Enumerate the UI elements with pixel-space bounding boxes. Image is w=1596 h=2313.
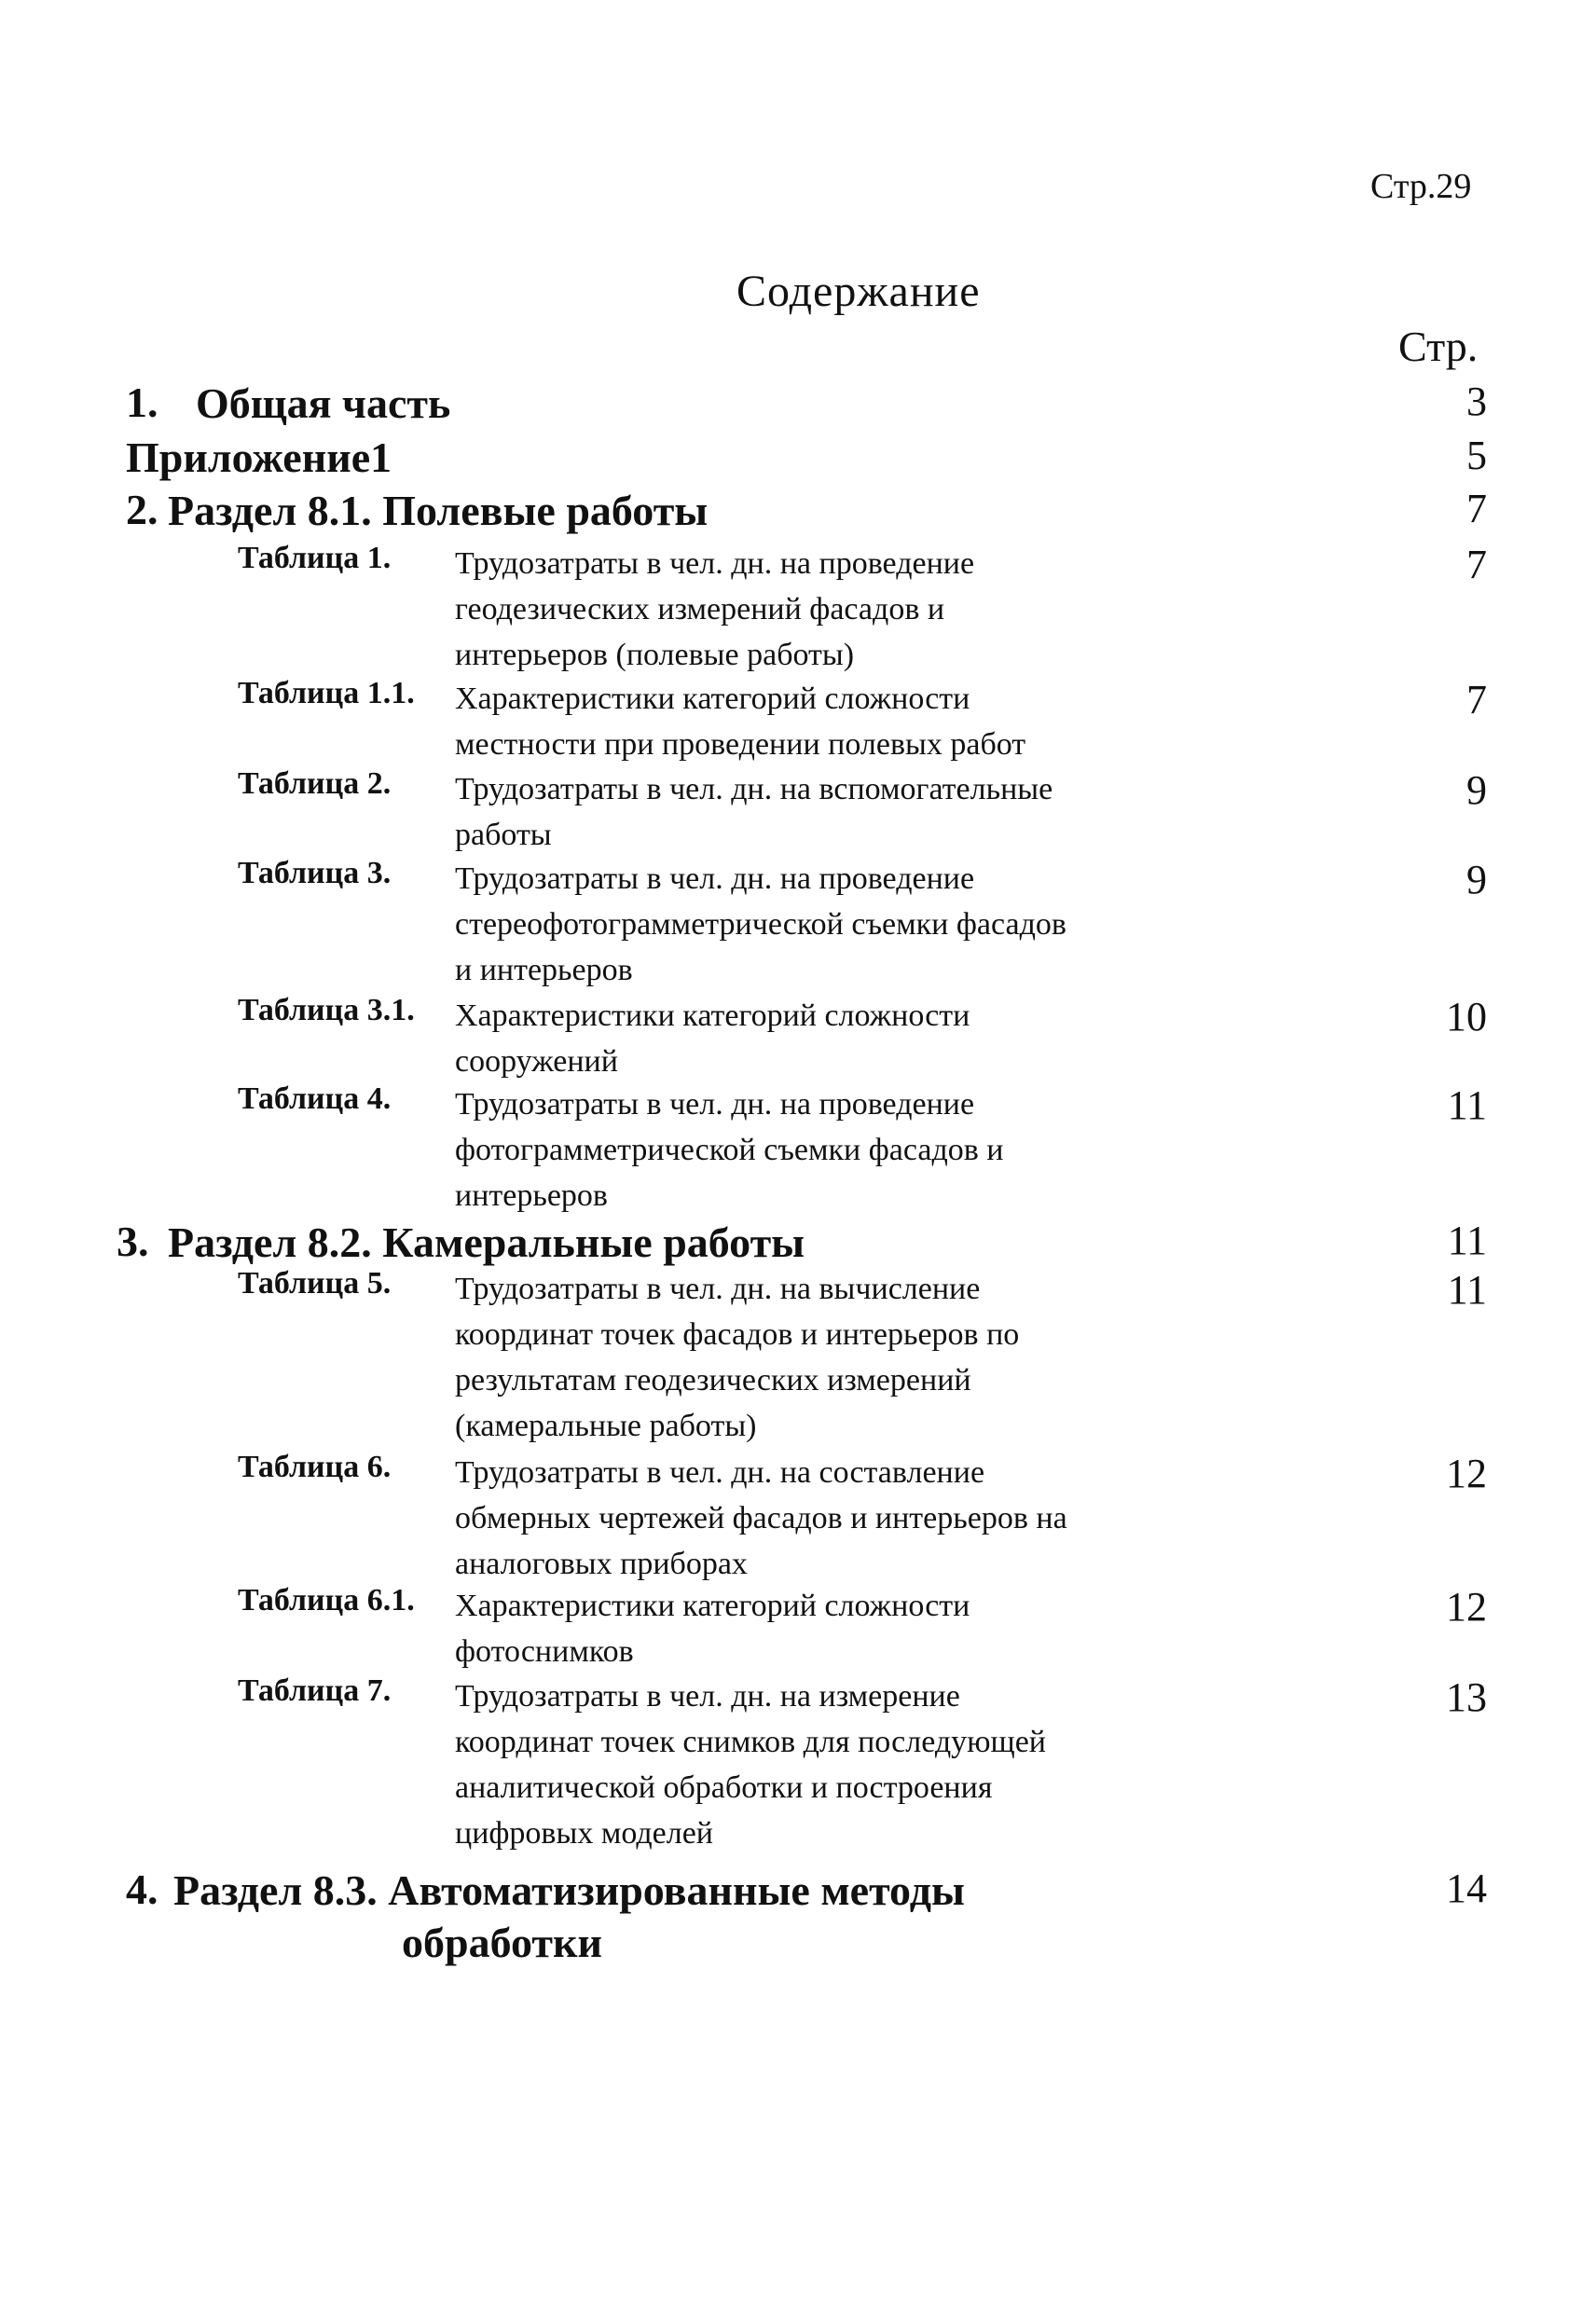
table-description: Характеристики категорий сложности местности при проведении полевых работ: [455, 682, 1026, 762]
page-ref: 7: [1466, 486, 1487, 531]
table-label: Таблица 7.: [238, 1673, 392, 1708]
table-description: Трудозатраты в чел. дн. на проведение фотограмметрической съемки фасадов и интерьеров: [455, 1087, 1004, 1213]
page-ref: 5: [1466, 433, 1487, 478]
table-description: Трудозатраты в чел. дн. на вычисление координат точек фасадов и интерьеров по результатам геодезических измерений (камеральные работы): [455, 1272, 1020, 1443]
section-title: Приложение1: [126, 434, 392, 481]
page-ref: 12: [1446, 1584, 1487, 1630]
page-ref: 11: [1447, 1218, 1487, 1263]
page-number: Стр.29: [1370, 167, 1472, 206]
page-ref: 14: [1446, 1866, 1487, 1911]
table-label: Таблица 4.: [238, 1081, 392, 1116]
page-ref: 9: [1466, 857, 1487, 902]
table-label: Таблица 2.: [238, 766, 392, 801]
table-description: Трудозатраты в чел. дн. на измерение координат точек снимков для последующей аналитической обработки и построения цифровых моделей: [455, 1679, 1046, 1851]
table-description: Характеристики категорий сложности сооружений: [455, 998, 970, 1079]
page-ref: 7: [1466, 542, 1487, 587]
section-number: 4.: [126, 1866, 158, 1913]
section-number: 3.: [117, 1218, 149, 1265]
section-title: Раздел 8.3. Автоматизированные методы обработки: [173, 1866, 965, 1966]
table-label: Таблица 6.: [238, 1450, 392, 1484]
table-label: Таблица 3.1.: [238, 993, 415, 1027]
table-description: Трудозатраты в чел. дн. на проведение геодезических измерений фасадов и интерьеров (полевые работы): [455, 546, 975, 672]
table-description: Трудозатраты в чел. дн. на составление обмерных чертежей фасадов и интерьеров на аналоговых приборах: [455, 1455, 1067, 1581]
table-label: Таблица 5.: [238, 1266, 392, 1301]
table-description: Трудозатраты в чел. дн. на проведение стереофотограмметрической съемки фасадов и интерьеров: [455, 861, 1066, 987]
page-ref: 11: [1447, 1267, 1487, 1313]
document-title: Содержание: [736, 267, 981, 316]
section-number: 1.: [126, 379, 158, 426]
page-ref: 7: [1466, 677, 1487, 723]
section-number: 2.: [126, 486, 158, 533]
page-ref: 9: [1466, 767, 1487, 813]
page-ref: 3: [1466, 379, 1487, 424]
page-ref: 10: [1446, 994, 1487, 1039]
page-column-header: Стр.: [1398, 323, 1479, 370]
table-description: Характеристики категорий сложности фотоснимков: [455, 1589, 970, 1669]
page-ref: 11: [1447, 1082, 1487, 1128]
section-title: Раздел 8.1. Полевые работы: [168, 487, 709, 534]
page-ref: 12: [1446, 1451, 1487, 1496]
page-ref: 13: [1446, 1674, 1487, 1720]
table-label: Таблица 3.: [238, 856, 392, 890]
section-title: Общая часть: [196, 379, 451, 427]
section-title: Раздел 8.2. Камеральные работы: [168, 1218, 805, 1266]
table-label: Таблица 6.1.: [238, 1583, 415, 1618]
table-label: Таблица 1.1.: [238, 676, 415, 710]
table-label: Таблица 1.: [238, 541, 392, 575]
table-description: Трудозатраты в чел. дн. на вспомогательные работы: [455, 772, 1053, 852]
